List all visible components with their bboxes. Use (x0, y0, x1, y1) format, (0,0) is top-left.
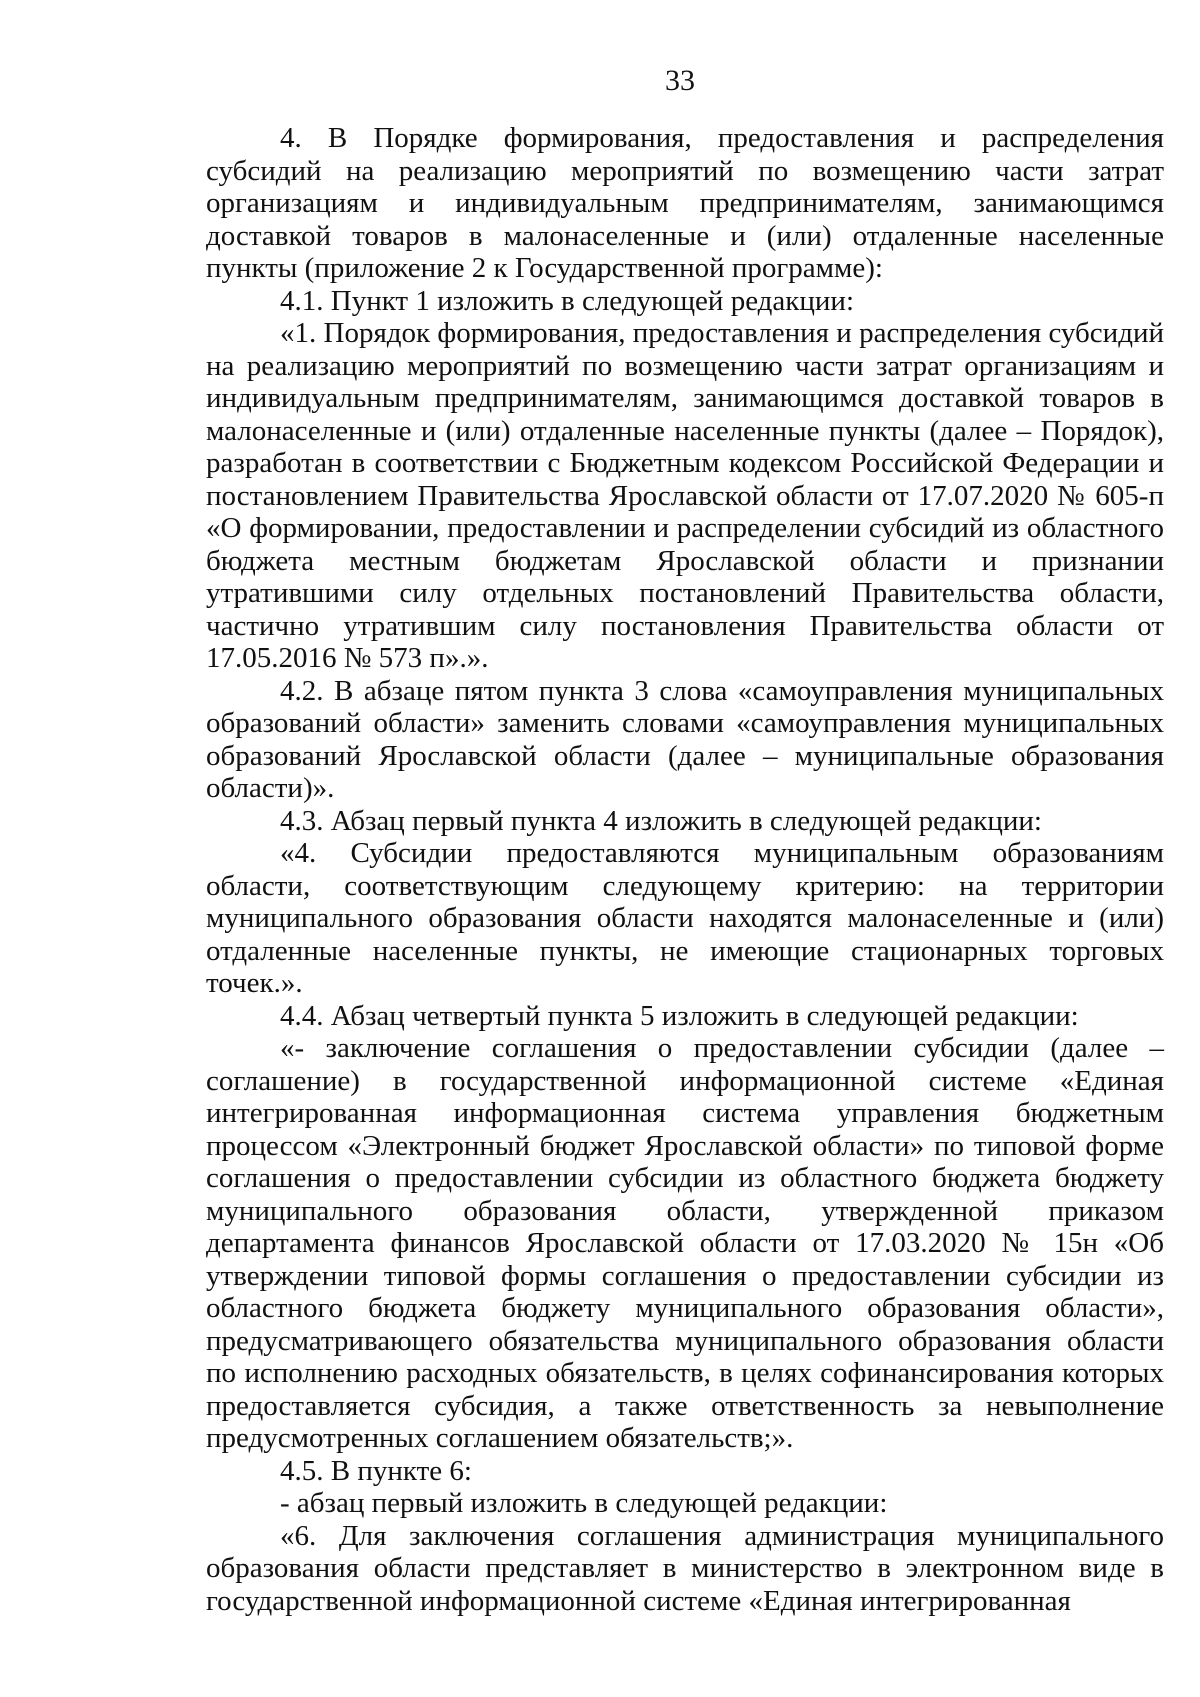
paragraph-4-5: 4.5. В пункте 6: (280, 1454, 472, 1487)
paragraph-4-4: 4.4. Абзац четвертый пункта 5 изложить в следующей редакции: (280, 999, 1079, 1032)
paragraph-4-1: 4.1. Пункт 1 изложить в следующей редакции: (280, 284, 855, 317)
paragraph-4-2: 4.2. В абзаце пятом пункта 3 слова «самоуправления муниципальных образований области» заменить словами «самоуправления муниципальных образований Ярославской области (далее – муниципальные образования области)». (206, 674, 1164, 804)
paragraph-quote-6: «6. Для заключения соглашения администрация муниципального образования области представляет в министерство в электронном виде в государственной информационной системе «Единая интегрированная (206, 1519, 1164, 1617)
paragraph-4: 4. В Порядке формирования, предоставления и распределения субсидий на реализацию мероприятий по возмещению части затрат организациям и индивидуальным предпринимателям, занимающимся доставкой товаров в малонаселенные и (или) отдаленные населенные пункты (приложение 2 к Государственной программе): (206, 122, 1164, 284)
paragraph-4-3: 4.3. Абзац первый пункта 4 изложить в следующей редакции: (280, 804, 1042, 837)
paragraph-quote-agreement: «- заключение соглашения о предоставлении субсидии (далее – соглашение) в государственной информационной системе «Единая интегрированная информационная система управления бюджетным процессом «Электронный бюджет Ярославской области» по типовой форме соглашения о предоставлении субсидии из областного бюджета бюджету муниципального образования области, утвержденной приказом департамента финансов Ярославской области от 17.03.2020 № 15н «Об утверждении типовой формы соглашения о предоставлении субсидии из областного бюджета бюджету муниципального образования области», предусматривающего обязательства муниципального образования области по исполнению расходных обязательств, в целях софинансирования которых предоставляется субсидия, а также ответственность за невыполнение предусмотренных соглашением обязательств;». (206, 1032, 1164, 1454)
document-body (206, 122, 1164, 1617)
paragraph-quote-1: «1. Порядок формирования, предоставления и распределения субсидий на реализацию мероприятий по возмещению части затрат организациям и индивидуальным предпринимателям, занимающимся доставкой товаров в малонаселенные и (или) отдаленные населенные пункты (далее – Порядок), разработан в соответствии с Бюджетным кодексом Российской Федерации и постановлением Правительства Ярославской области от 17.07.2020 № 605-п «О формировании, предоставлении и распределении субсидий из областного бюджета местным бюджетам Ярославской области и признании утратившими силу отдельных постановлений Правительства области, частично утратившим силу постановления Правительства области от 17.05.2016 № 573 п».». (206, 317, 1164, 674)
paragraph-first-clause: - абзац первый изложить в следующей редакции: (280, 1487, 888, 1519)
page-number: 33 (665, 64, 695, 97)
paragraph-quote-4: «4. Субсидии предоставляются муниципальным образованиям области, соответствующим следующему критерию: на территории муниципального образования области находятся малонаселенные и (или) отдаленные населенные пункты, не имеющие стационарных торговых точек.». (206, 837, 1164, 999)
